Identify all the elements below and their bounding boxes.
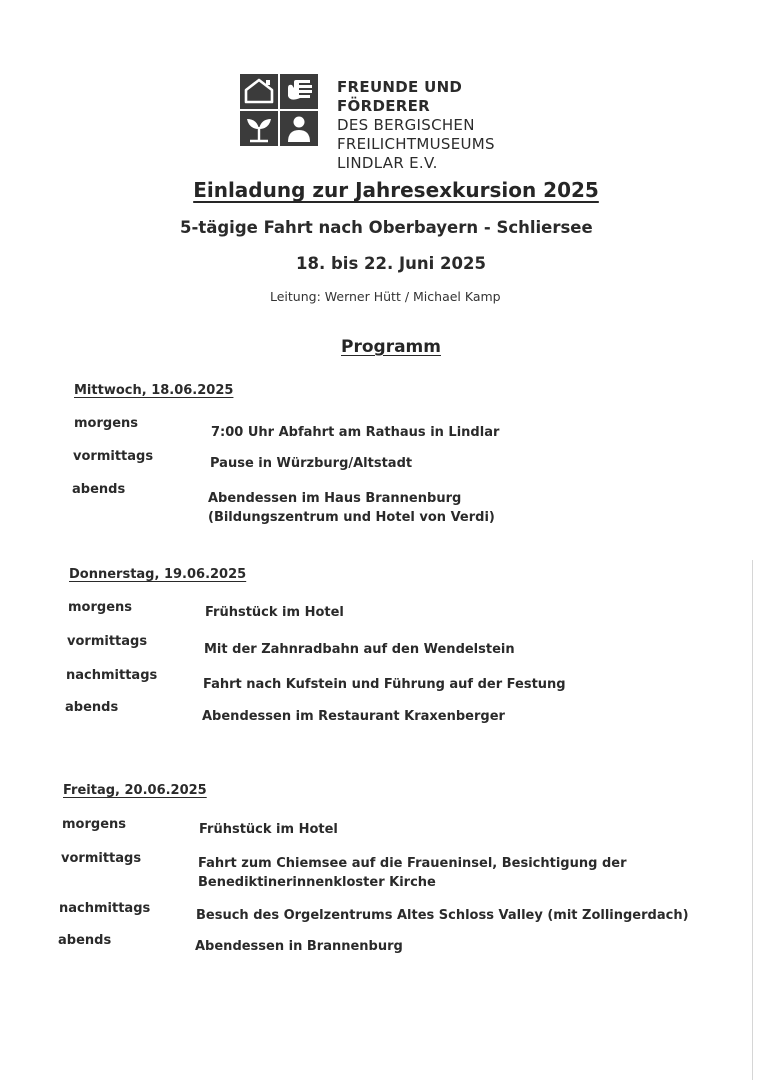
house-icon bbox=[240, 74, 278, 109]
time-label: abends bbox=[65, 700, 119, 715]
activity-line: Abendessen im Haus Brannenburg bbox=[208, 491, 462, 506]
activity-description bbox=[202, 707, 505, 726]
activity-description bbox=[205, 603, 344, 622]
organization-line: FREILICHTMUSEUMS bbox=[337, 135, 495, 153]
activity-description bbox=[198, 854, 627, 892]
time-label: nachmittags bbox=[66, 668, 158, 683]
activity-line: Mit der Zahnradbahn auf den Wendelstein bbox=[204, 642, 515, 657]
time-label: morgens bbox=[74, 416, 139, 431]
time-label: nachmittags bbox=[59, 901, 151, 916]
day-heading: Donnerstag, 19.06.2025 bbox=[69, 567, 247, 582]
activity-description bbox=[203, 675, 566, 694]
activity-description bbox=[199, 820, 338, 839]
trip-leaders: Leitung: Werner Hütt / Michael Kamp bbox=[270, 289, 501, 304]
activity-line: 7:00 Uhr Abfahrt am Rathaus in Lindlar bbox=[211, 425, 500, 440]
document-title-row bbox=[0, 178, 764, 202]
organization-line: DES BERGISCHEN bbox=[337, 116, 475, 134]
activity-description bbox=[195, 937, 403, 956]
organization-name bbox=[337, 78, 560, 173]
program-heading: Programm bbox=[341, 337, 441, 357]
time-label: abends bbox=[58, 933, 112, 948]
activity-line: Pause in Würzburg/Altstadt bbox=[210, 456, 413, 471]
activity-line: Besuch des Orgelzentrums Altes Schloss Valley (mit Zollingerdach) bbox=[196, 908, 689, 923]
time-label: abends bbox=[72, 482, 126, 497]
document-subtitle: 5-tägige Fahrt nach Oberbayern - Schliersee bbox=[180, 218, 593, 237]
activity-description bbox=[211, 423, 499, 442]
time-label: vormittags bbox=[61, 851, 142, 866]
organization-line: FREUNDE UND FÖRDERER bbox=[337, 78, 463, 115]
activity-line: Fahrt nach Kufstein und Führung auf der Festung bbox=[203, 677, 566, 692]
activity-line: Benediktinerinnenkloster Kirche bbox=[198, 875, 436, 890]
activity-line: Frühstück im Hotel bbox=[205, 605, 344, 620]
day-heading: Mittwoch, 18.06.2025 bbox=[74, 383, 234, 398]
activity-line: (Bildungszentrum und Hotel von Verdi) bbox=[208, 510, 495, 525]
activity-description bbox=[208, 489, 495, 527]
time-label: vormittags bbox=[73, 449, 154, 464]
day-heading: Freitag, 20.06.2025 bbox=[63, 783, 207, 798]
activity-description bbox=[210, 454, 412, 473]
time-label: vormittags bbox=[67, 634, 148, 649]
trip-dates: 18. bis 22. Juni 2025 bbox=[296, 254, 486, 273]
time-label: morgens bbox=[68, 600, 133, 615]
activity-description bbox=[196, 906, 689, 925]
scan-edge-line bbox=[752, 560, 753, 1080]
hand-icon bbox=[280, 74, 318, 109]
activity-description bbox=[204, 640, 515, 659]
time-label: morgens bbox=[62, 817, 127, 832]
activity-line: Abendessen in Brannenburg bbox=[195, 939, 403, 954]
activity-line: Frühstück im Hotel bbox=[199, 822, 338, 837]
organization-line: LINDLAR E.V. bbox=[337, 154, 438, 172]
plant-icon bbox=[240, 111, 278, 146]
logo-grid bbox=[240, 74, 319, 146]
organization-logo bbox=[240, 74, 560, 172]
activity-line: Abendessen im Restaurant Kraxenberger bbox=[202, 709, 505, 724]
document-title: Einladung zur Jahresexkursion 2025 bbox=[193, 178, 599, 202]
activity-line: Fahrt zum Chiemsee auf die Fraueninsel, Besichtigung der bbox=[198, 856, 627, 871]
person-icon bbox=[280, 111, 318, 146]
